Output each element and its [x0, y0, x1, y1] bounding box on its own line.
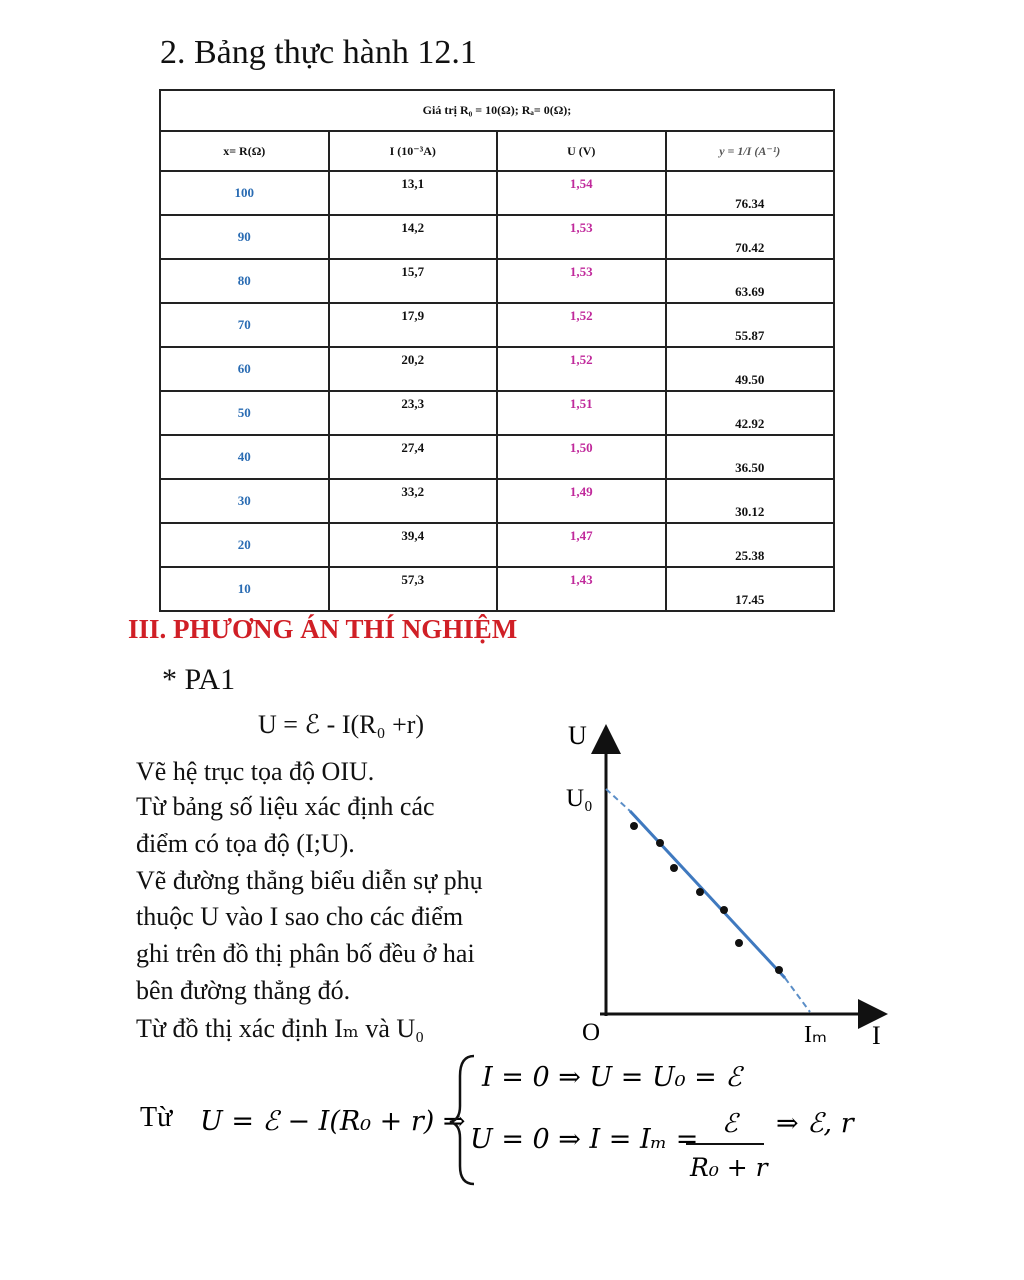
- table-caption-row: [160, 90, 834, 131]
- instruction-line: ghi trên đồ thị phân bố đều ở hai: [136, 939, 475, 968]
- cell-i: 13,1: [329, 171, 498, 215]
- table-row: [160, 435, 834, 479]
- cell-i: 39,4: [329, 523, 498, 567]
- cell-i: 14,2: [329, 215, 498, 259]
- table-row: [160, 523, 834, 567]
- cell-x: 30: [160, 479, 329, 523]
- cell-y: 55.87: [666, 303, 835, 347]
- cell-u: 1,49: [497, 479, 666, 523]
- data-point: [775, 966, 783, 974]
- table-row: [160, 215, 834, 259]
- instruction-line: Từ đồ thị xác định Iₘ và U₀: [136, 1014, 425, 1043]
- header-y: y = 1/I (A⁻¹): [666, 131, 835, 171]
- cell-u: 1,54: [497, 171, 666, 215]
- instruction-line: điểm có tọa độ (I;U).: [136, 829, 355, 858]
- data-point: [670, 864, 678, 872]
- cell-y: 30.12: [666, 479, 835, 523]
- fraction-numerator: ℰ: [722, 1109, 738, 1139]
- cell-i: 57,3: [329, 567, 498, 611]
- cell-i: 23,3: [329, 391, 498, 435]
- cell-x: 100: [160, 171, 329, 215]
- table-row: [160, 567, 834, 611]
- data-point: [630, 822, 638, 830]
- cell-u: 1,52: [497, 303, 666, 347]
- cell-x: 10: [160, 567, 329, 611]
- u-axis-label: U: [568, 721, 587, 750]
- cell-y: 63.69: [666, 259, 835, 303]
- origin-label: O: [582, 1019, 601, 1046]
- derivation-formula: [130, 1048, 890, 1188]
- data-point: [696, 888, 704, 896]
- cell-i: 27,4: [329, 435, 498, 479]
- cell-y: 36.50: [666, 435, 835, 479]
- cell-u: 1,53: [497, 259, 666, 303]
- im-label: Iₘ: [804, 1022, 827, 1048]
- instruction-line: Vẽ đường thẳng biểu diễn sự phụ: [136, 866, 483, 895]
- cell-y: 76.34: [666, 171, 835, 215]
- table-header-row: [160, 131, 834, 171]
- cell-i: 15,7: [329, 259, 498, 303]
- fit-line-dashed-top: [606, 789, 630, 811]
- cell-u: 1,47: [497, 523, 666, 567]
- instruction-line: bên đường thẳng đó.: [136, 976, 351, 1005]
- derivation-lhs: U = ℰ − I(R₀ + r) ⇒: [200, 1106, 466, 1137]
- cell-y: 49.50: [666, 347, 835, 391]
- cell-u: 1,53: [497, 215, 666, 259]
- data-point: [720, 906, 728, 914]
- derivation-prefix: Từ: [140, 1102, 173, 1133]
- derivation-result: ⇒ ℰ, r: [776, 1108, 854, 1139]
- table-row: [160, 347, 834, 391]
- table-row: [160, 259, 834, 303]
- data-point: [735, 939, 743, 947]
- u0-label: U₀: [566, 785, 593, 812]
- cell-u: 1,52: [497, 347, 666, 391]
- u-i-graph: [560, 716, 900, 1056]
- cell-u: 1,51: [497, 391, 666, 435]
- cell-i: 17,9: [329, 303, 498, 347]
- cell-y: 25.38: [666, 523, 835, 567]
- case-1: I = 0 ⇒ U = U₀ = ℰ: [482, 1062, 742, 1093]
- cell-y: 42.92: [666, 391, 835, 435]
- cell-u: 1,43: [497, 567, 666, 611]
- data-point: [656, 839, 664, 847]
- cell-y: 17.45: [666, 567, 835, 611]
- header-x: x= R(Ω): [160, 131, 329, 171]
- cell-i: 20,2: [329, 347, 498, 391]
- option-label: * PA1: [162, 663, 236, 696]
- cell-x: 60: [160, 347, 329, 391]
- header-i: I (10⁻³A): [329, 131, 498, 171]
- case-2: U = 0 ⇒ I = Iₘ =: [470, 1124, 699, 1155]
- cell-x: 50: [160, 391, 329, 435]
- cell-x: 20: [160, 523, 329, 567]
- i-axis-label: I: [872, 1021, 881, 1050]
- instruction-line: Vẽ hệ trục tọa độ OIU.: [136, 757, 375, 786]
- cell-x: 40: [160, 435, 329, 479]
- cell-i: 33,2: [329, 479, 498, 523]
- main-formula: U = ℰ - I(R₀ +r): [258, 710, 425, 739]
- section-heading: 2. Bảng thực hành 12.1: [160, 34, 477, 71]
- cell-x: 90: [160, 215, 329, 259]
- table-caption: Giá trị R₀ = 10(Ω); Rₐ= 0(Ω);: [160, 90, 834, 131]
- table-row: [160, 303, 834, 347]
- table-row: [160, 171, 834, 215]
- fit-line-dashed-bottom: [785, 978, 810, 1012]
- table-row: [160, 479, 834, 523]
- cell-x: 70: [160, 303, 329, 347]
- header-u: U (V): [497, 131, 666, 171]
- data-table: [159, 89, 835, 612]
- cell-y: 70.42: [666, 215, 835, 259]
- cell-u: 1,50: [497, 435, 666, 479]
- fraction-denominator: R₀ + r: [690, 1153, 768, 1182]
- fit-line: [630, 811, 785, 978]
- instruction-line: Từ bảng số liệu xác định các: [136, 792, 435, 821]
- method-heading: III. PHƯƠNG ÁN THÍ NGHIỆM: [128, 614, 518, 644]
- instruction-line: thuộc U vào I sao cho các điểm: [136, 902, 464, 931]
- table-row: [160, 391, 834, 435]
- cell-x: 80: [160, 259, 329, 303]
